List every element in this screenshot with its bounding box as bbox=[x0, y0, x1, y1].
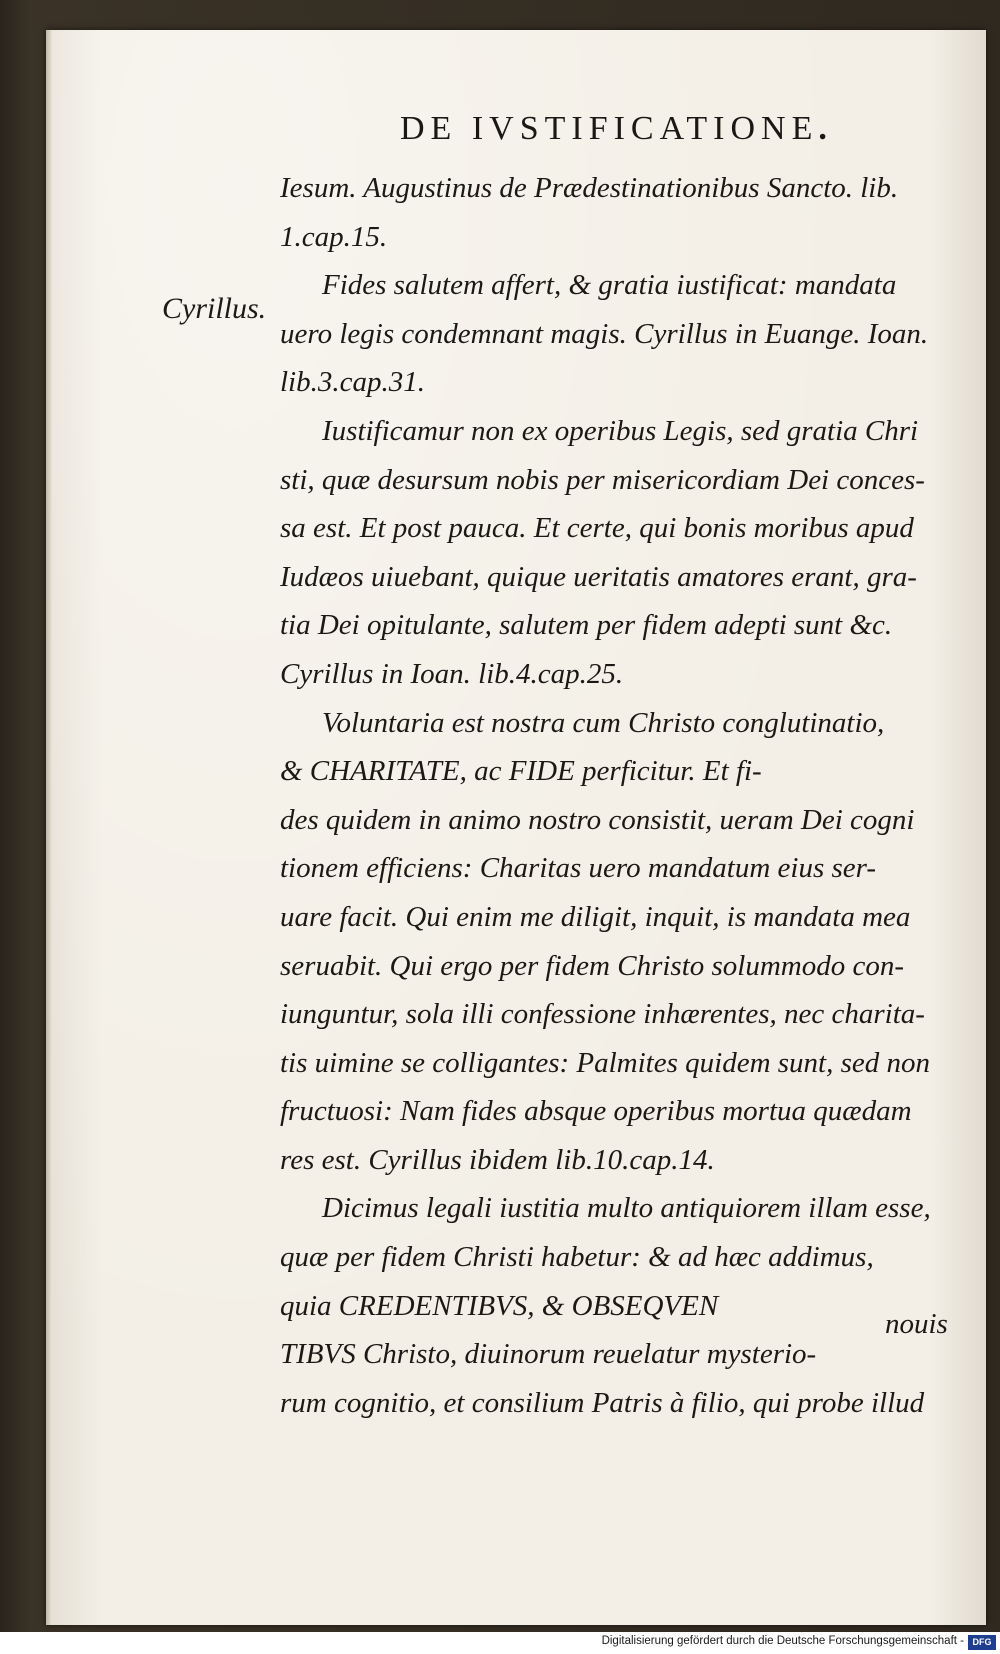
funding-notice: Digitalisierung gefördert durch die Deutsche Forschungsgemeinschaft - bbox=[601, 1635, 964, 1647]
text-line: sa est. Et post pauca. Et certe, qui bonis moribus apud bbox=[280, 512, 914, 545]
text-line: Iustificamur non ex operibus Legis, sed gratia Chri bbox=[322, 414, 919, 447]
margin-note: Cyrillus. bbox=[162, 292, 267, 325]
dfg-logo-icon: DFG bbox=[968, 1635, 996, 1650]
text-line: Fides salutem affert, & gratia iustificat: mandata bbox=[322, 269, 897, 302]
text-line: tionem efficiens: Charitas uero mandatum eius ser- bbox=[280, 852, 877, 885]
text-line: seruabit. Qui ergo per fidem Christo solummodo con- bbox=[280, 949, 905, 982]
text-line: Cyrillus in Ioan. lib.4.cap.25. bbox=[280, 657, 624, 690]
text-line: Iudæos uiuebant, quique ueritatis amatores erant, gra- bbox=[280, 560, 917, 593]
text-line: Dicimus legali iustitia multo antiquiorem illam esse, bbox=[322, 1192, 931, 1225]
text-line: Iesum. Augustinus de Prædestinationibus Sancto. lib. bbox=[280, 172, 899, 204]
running-head bbox=[400, 110, 880, 148]
running-head-title: DE IVSTIFICATIONE bbox=[400, 110, 819, 147]
text-line: des quidem in animo nostro consistit, ueram Dei cogni bbox=[280, 803, 915, 836]
text-line: quia CREDENTIBVS, & OBSEQVEN bbox=[280, 1289, 719, 1322]
text-line: uare facit. Qui enim me diligit, inquit, is mandata mea bbox=[280, 900, 911, 933]
text-line: sti, quæ desursum nobis per misericordiam Dei conces- bbox=[280, 463, 925, 496]
text-line: 1.cap.15. bbox=[280, 220, 388, 253]
catchword: nouis bbox=[885, 1308, 948, 1340]
text-line: Voluntaria est nostra cum Christo conglutinatio, bbox=[322, 706, 885, 739]
text-line: uero legis condemnant magis. Cyrillus in Euange. Ioan. bbox=[280, 317, 929, 350]
page-edge bbox=[46, 30, 52, 1625]
text-line: tis uimine se colligantes: Palmites quidem sunt, sed non bbox=[280, 1046, 931, 1079]
text-line: TIBVS Christo, diuinorum reuelatur mysterio- bbox=[280, 1338, 817, 1371]
body-text bbox=[280, 164, 980, 1427]
text-line: rum cognitio, et consilium Patris à filio, qui probe illud bbox=[280, 1386, 925, 1419]
text-line: & CHARITATE, ac FIDE perficitur. Et fi- bbox=[280, 755, 762, 788]
text-line: tia Dei opitulante, salutem per fidem adepti sunt &c. bbox=[280, 609, 893, 642]
running-head-mark: . bbox=[818, 110, 833, 147]
text-line: lib.3.cap.31. bbox=[280, 366, 425, 399]
text-line: res est. Cyrillus ibidem lib.10.cap.14. bbox=[280, 1143, 715, 1176]
text-line: iunguntur, sola illi confessione inhærentes, nec charita- bbox=[280, 998, 925, 1031]
text-line: fructuosi: Nam fides absque operibus mortua quædam bbox=[280, 1095, 912, 1128]
text-line: quæ per fidem Christi habetur: & ad hæc addimus, bbox=[280, 1241, 874, 1274]
